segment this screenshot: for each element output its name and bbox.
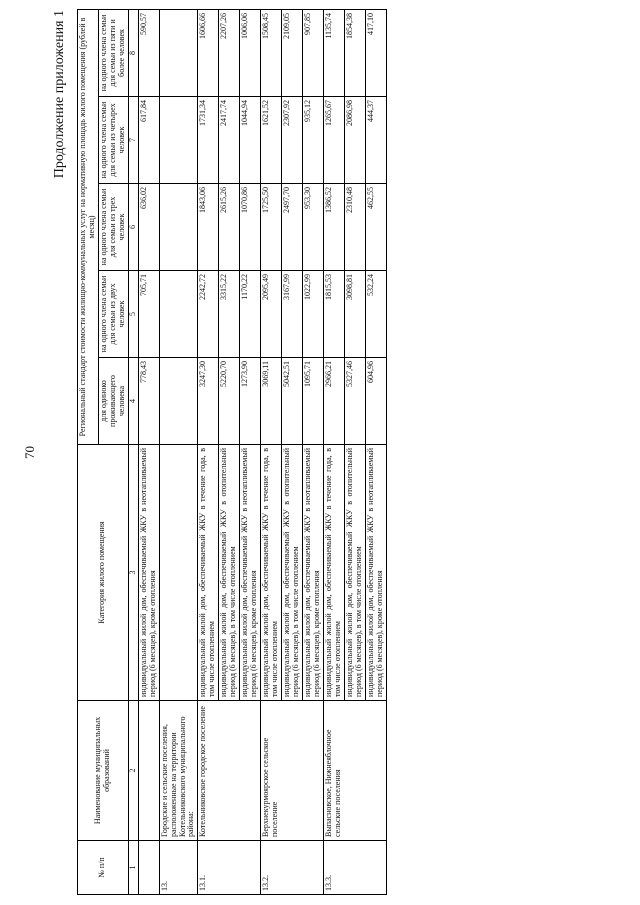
- value-cell: 590,57: [138, 9, 159, 96]
- row-number: 13.2.: [261, 841, 324, 895]
- header-number: 1: [128, 841, 138, 895]
- header-sub-5: на одного члена семьи для семьи из пяти и более человек: [98, 9, 128, 96]
- header-category: Категория жилого помещения: [78, 445, 129, 701]
- table-row: [198, 9, 219, 894]
- value-cell: 778,43: [138, 358, 159, 445]
- value-cell: 462,55: [365, 184, 386, 271]
- value-cell: 705,71: [138, 271, 159, 358]
- header-sub-3: на одного члена семьи для семьи из трех человек: [98, 184, 128, 271]
- value-cell: 2095,49: [261, 271, 282, 358]
- value-cell: 1044,94: [240, 97, 261, 184]
- header-number: 2: [128, 701, 138, 841]
- table-row: [323, 9, 344, 894]
- municipality-name: Выпасновское, Нижнеяблочное сельские поселения: [323, 701, 386, 841]
- header-number: 3: [128, 445, 138, 701]
- header-number: 7: [128, 97, 138, 184]
- category-cell: индивидуальный жилой дом, обеспечиваемый ЖКУ в течение года, в том числе отоплением: [261, 445, 282, 701]
- header-name: Наименование муниципальных образований: [78, 701, 129, 841]
- category-cell: индивидуальный жилой дом, обеспечиваемый ЖКУ в течение года, в том числе отоплением: [198, 445, 219, 701]
- header-number: 4: [128, 358, 138, 445]
- value-cell: 444,37: [365, 97, 386, 184]
- value-cell: 2310,48: [344, 184, 365, 271]
- value-cell: 907,85: [302, 9, 323, 96]
- row-number: 13.1.: [198, 841, 261, 895]
- value-cell: 1725,50: [261, 184, 282, 271]
- value-cell: 1731,34: [198, 97, 219, 184]
- category-cell: индивидуальный жилой дом, обеспечиваемый ЖКУ в неотапливаемый период (6 месяцев), кроме отопления: [302, 445, 323, 701]
- category-cell: индивидуальный жилой дом, обеспечиваемый ЖКУ в отопительный период (6 месяцев), в том числе отоплением: [219, 445, 240, 701]
- municipality-name: Верхнекурмоярское сельское поселение: [261, 701, 324, 841]
- category-cell: индивидуальный жилой дом, обеспечиваемый ЖКУ в течение года, в том числе отоплением: [323, 445, 344, 701]
- header-sub-1: для одиноко проживающего человека: [98, 358, 128, 445]
- header-standard: Региональный стандарт стоимости жилищно-коммунальных услуг на нормативную площадь жилого помещения (рублей в месяц): [78, 9, 99, 444]
- header-sub-2: на одного члена семьи для семьи из двух человек: [98, 271, 128, 358]
- header-no: № п/п: [78, 841, 129, 895]
- value-cell: 1170,22: [240, 271, 261, 358]
- value-cell: 935,12: [302, 97, 323, 184]
- value-cell: 2615,26: [219, 184, 240, 271]
- value-cell: 532,24: [365, 271, 386, 358]
- value-cell: 1070,86: [240, 184, 261, 271]
- value-cell: 1135,74: [323, 9, 344, 96]
- row-number: 13.: [159, 841, 198, 895]
- category-cell: индивидуальный жилой дом, обеспечиваемый ЖКУ в отопительный период (6 месяцев), в том числе отоплением: [282, 445, 303, 701]
- value-cell: 1022,99: [302, 271, 323, 358]
- value-cell: 1095,71: [302, 358, 323, 445]
- category-cell: индивидуальный жилой дом, обеспечиваемый ЖКУ в неотапливаемый период (6 месяцев), кроме отопления: [365, 445, 386, 701]
- header-number: 8: [128, 9, 138, 96]
- table-row: [159, 9, 198, 894]
- value-cell: 1508,45: [261, 9, 282, 96]
- category-cell: индивидуальный жилой дом, обеспечиваемый ЖКУ в отопительный период (6 месяцев), в том числе отоплением: [344, 445, 365, 701]
- value-cell: 2417,74: [219, 97, 240, 184]
- value-cell: 417,10: [365, 9, 386, 96]
- value-cell: 1854,38: [344, 9, 365, 96]
- tariff-table: [77, 9, 387, 895]
- value-cell: 5327,46: [344, 358, 365, 445]
- value-cell: 2086,98: [344, 97, 365, 184]
- value-cell: 1621,52: [261, 97, 282, 184]
- value-cell: 1815,53: [323, 271, 344, 358]
- value-cell: 1843,06: [198, 184, 219, 271]
- value-cell: 2307,92: [282, 97, 303, 184]
- value-cell: 2966,21: [323, 358, 344, 445]
- value-cell: 2497,70: [282, 184, 303, 271]
- value-cell: 1006,06: [240, 9, 261, 96]
- header-number: 6: [128, 184, 138, 271]
- table-row: [138, 9, 159, 894]
- value-cell: 953,30: [302, 184, 323, 271]
- value-cell: 2109,05: [282, 9, 303, 96]
- value-cell: 2242,72: [198, 271, 219, 358]
- category-cell: индивидуальный жилой дом, обеспечиваемый ЖКУ в неотапливаемый период (6 месяцев), кроме отопления: [138, 445, 159, 701]
- value-cell: 636,02: [138, 184, 159, 271]
- value-cell: 3167,99: [282, 271, 303, 358]
- value-cell: 1265,67: [323, 97, 344, 184]
- appendix-caption: Продолжение приложения 1: [52, 10, 67, 179]
- table-row: [261, 9, 282, 894]
- category-cell: индивидуальный жилой дом, обеспечиваемый ЖКУ в неотапливаемый период (6 месяцев), кроме отопления: [240, 445, 261, 701]
- value-cell: 1386,52: [323, 184, 344, 271]
- value-cell: 5042,51: [282, 358, 303, 445]
- value-cell: 2207,26: [219, 9, 240, 96]
- header-number: 5: [128, 271, 138, 358]
- header-sub-4: на одного члена семьи для семьи из четырех человек: [98, 97, 128, 184]
- page-number: 70: [22, 446, 37, 459]
- value-cell: 617,84: [138, 97, 159, 184]
- region-name: Городские и сельские поселения, расположенные на территории Котельниковского муниципального района:: [159, 701, 198, 841]
- value-cell: 5220,70: [219, 358, 240, 445]
- value-cell: 3098,81: [344, 271, 365, 358]
- row-number: 13.3.: [323, 841, 386, 895]
- value-cell: 3315,22: [219, 271, 240, 358]
- value-cell: 604,96: [365, 358, 386, 445]
- value-cell: 3247,30: [198, 358, 219, 445]
- value-cell: 1606,66: [198, 9, 219, 96]
- value-cell: 3069,11: [261, 358, 282, 445]
- value-cell: 1273,90: [240, 358, 261, 445]
- municipality-name: Котельниковское городское поселение: [198, 701, 261, 841]
